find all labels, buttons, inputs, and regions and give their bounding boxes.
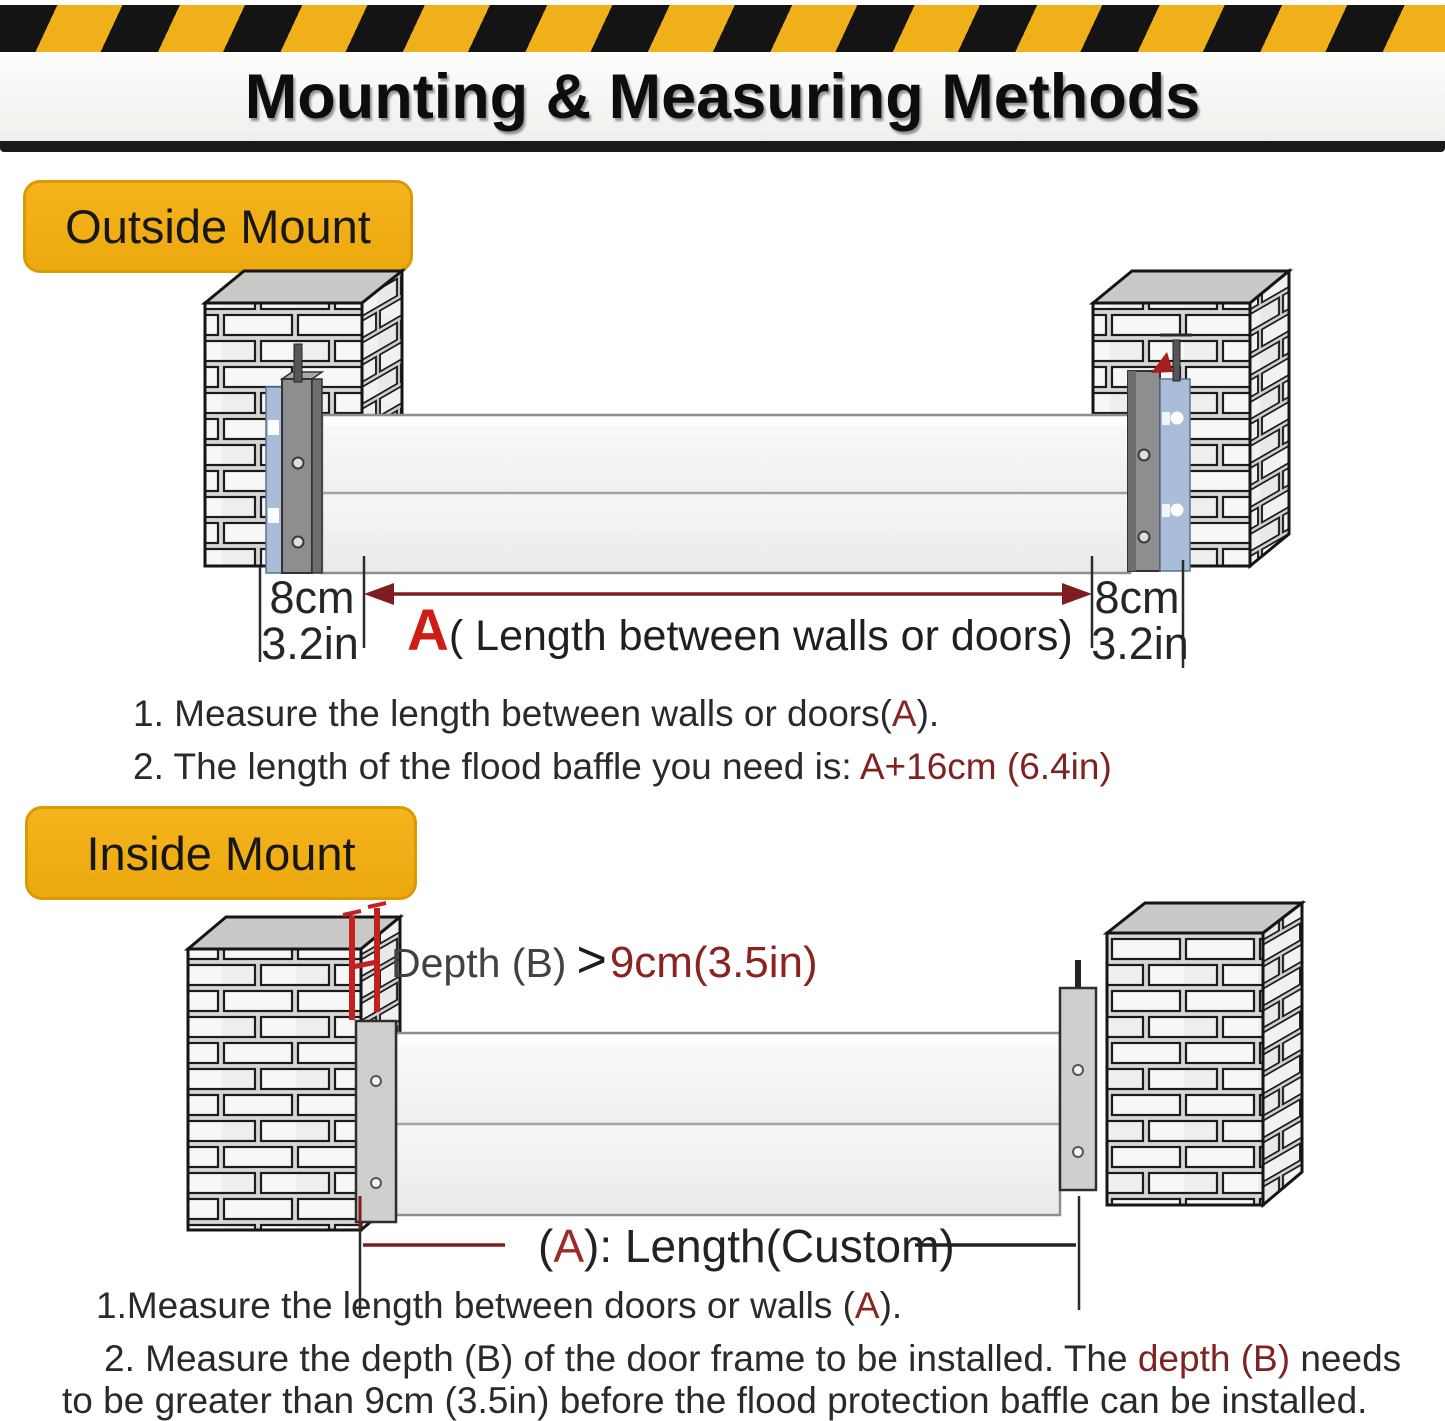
rail-blue-strip (266, 387, 282, 573)
outside-step-2: 2. The length of the flood baffle you need is: A+16cm (6.4in) (133, 746, 1112, 787)
inside-step-2-line-1: 2. Measure the depth (B) of the door frame to be installed. The depth (B) needs (104, 1338, 1402, 1379)
mounting-plate (356, 1021, 396, 1222)
screw-hole (1139, 450, 1150, 461)
outside-flood-barrier-panel (322, 415, 1130, 573)
pillar-side-face (1250, 271, 1289, 566)
outside-mount-diagram (205, 271, 1289, 669)
page-title: Mounting & Measuring Methods (244, 61, 1201, 132)
depth-label: Depth (B) >9cm(3.5in) (391, 931, 818, 989)
inside-right-plate (1060, 960, 1096, 1190)
length-label: (A): Length(Custom) (538, 1220, 955, 1272)
pillar-front-face (1107, 933, 1263, 1205)
inside-right-pillar (1107, 903, 1302, 1205)
left-dim-cm: 8cm (269, 572, 355, 623)
anchor-pin (1173, 340, 1180, 381)
mounting-plate (1060, 988, 1096, 1190)
screw-hole (1073, 1065, 1083, 1075)
screw-hole (371, 1076, 381, 1086)
inside-step-1: 1.Measure the length between doors or walls (A). (96, 1285, 903, 1326)
outside-step-1: 1. Measure the length between walls or doors(A). (133, 693, 940, 734)
span-label-a: A (407, 598, 449, 663)
screw-hole (1073, 1147, 1083, 1157)
inside-flood-barrier-panel (396, 1033, 1060, 1215)
right-dim-in: 3.2in (1091, 618, 1189, 669)
screw-hole (1139, 532, 1150, 543)
inside-mount-badge-label: Inside Mount (86, 826, 356, 880)
screw-hole (371, 1178, 381, 1188)
inside-step-2-line-2: to be greater than 9cm (3.5in) before the flood protection baffle can be installed. (62, 1380, 1368, 1421)
screw-hole (293, 458, 304, 469)
anchor-pin (294, 344, 302, 382)
pillar-front-face (188, 949, 361, 1230)
right-dim-cm: 8cm (1094, 572, 1180, 623)
inside-left-plate (356, 1021, 396, 1222)
rail-blue-strip (1160, 379, 1190, 571)
pillar-side-face (1263, 903, 1302, 1205)
left-dim-in: 3.2in (261, 618, 359, 669)
outside-mount-badge-label: Outside Mount (65, 200, 371, 253)
inside-mount-diagram (188, 903, 1302, 1315)
screw-hole (293, 537, 304, 548)
span-label: A( Length between walls or doors) (407, 598, 1073, 663)
anchor-pin (1075, 960, 1081, 990)
